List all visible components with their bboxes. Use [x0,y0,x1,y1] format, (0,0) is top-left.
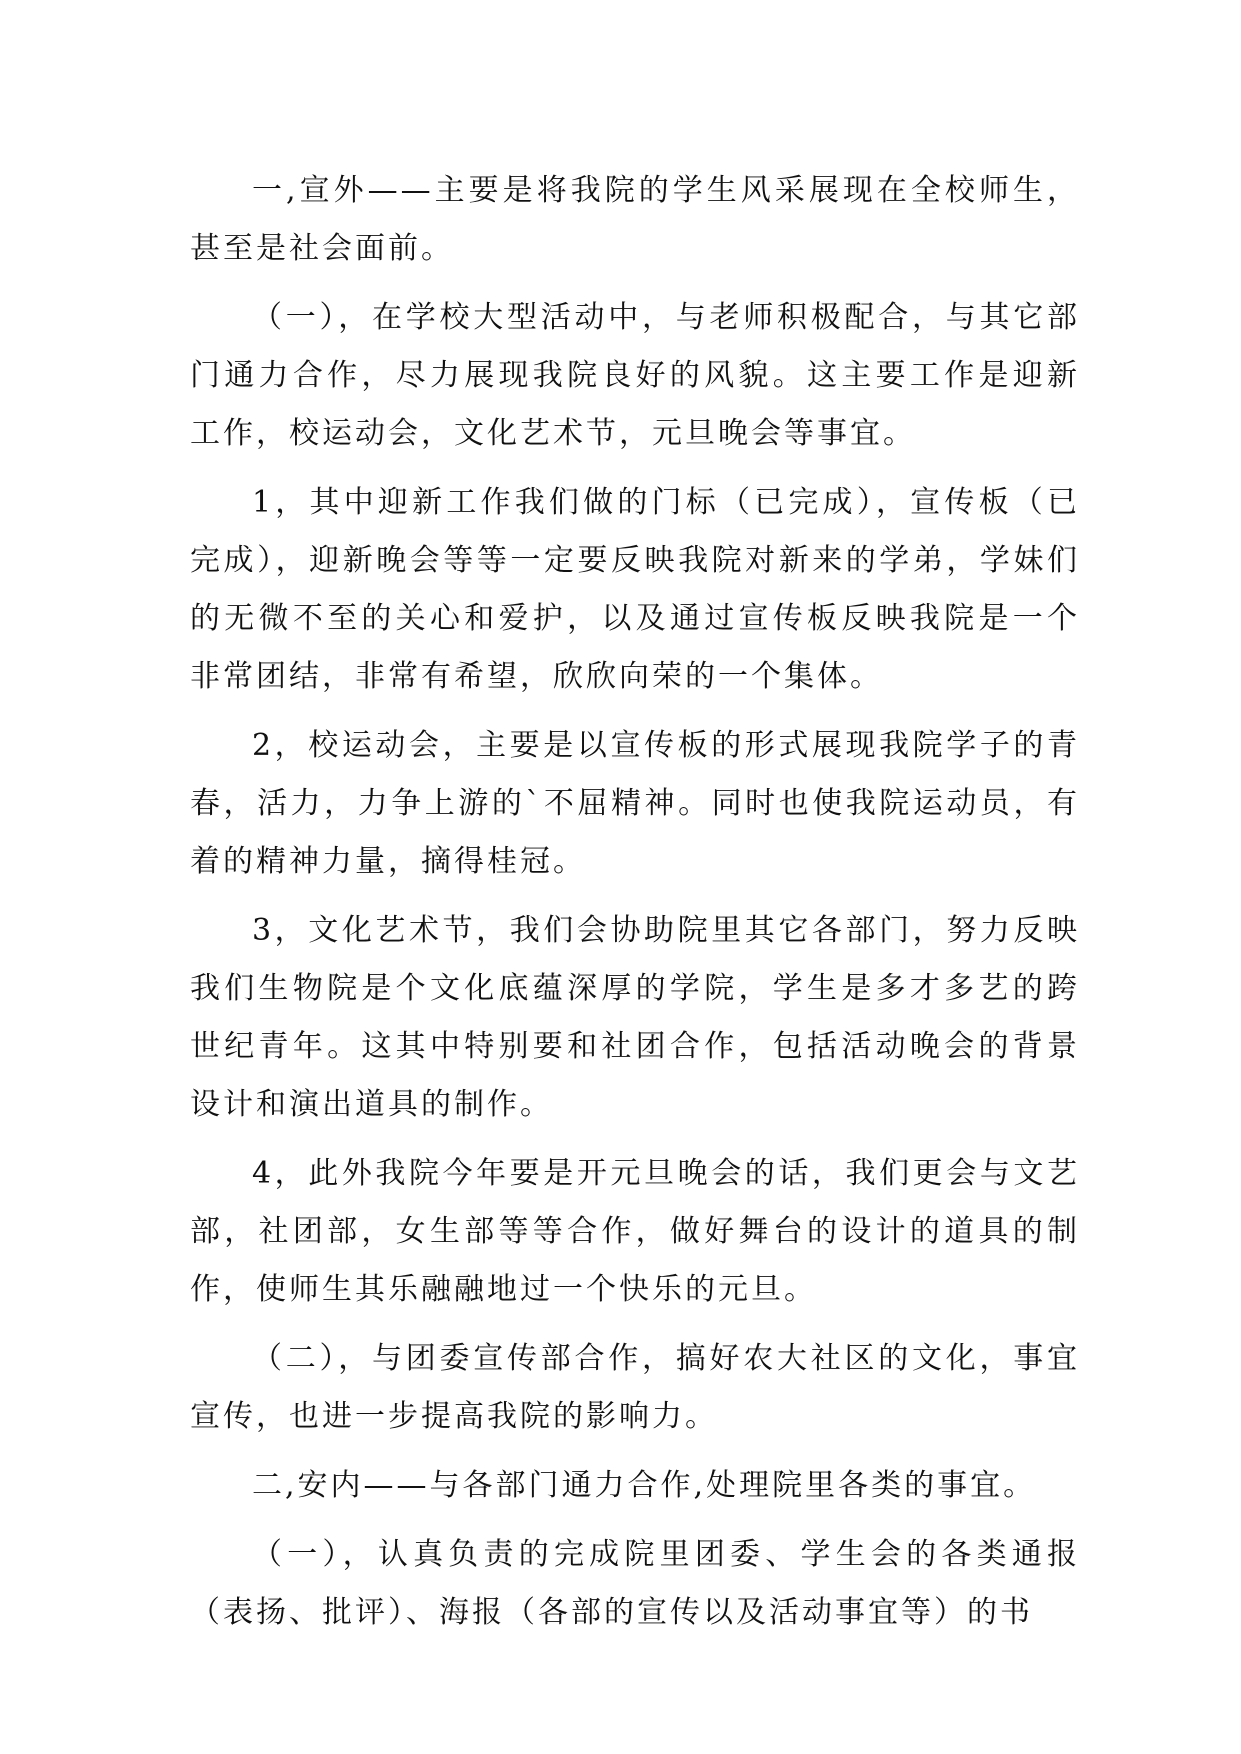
document-body [190,162,1080,1642]
paragraph-9: （一），认真负责的完成院里团委、学生会的各类通报（表扬、批评）、海报（各部的宣传以及活动事宜等）的书 [190,1537,1080,1630]
paragraph-1: 一,宣外——主要是将我院的学生风采展现在全校师生，甚至是社会面前。 [190,173,1080,266]
paragraph-7: （二），与团委宣传部合作，搞好农大社区的文化，事宜宣传，也进一步提高我院的影响力。 [190,1341,1080,1434]
paragraph-3: 1，其中迎新工作我们做的门标（已完成），宣传板（已完成），迎新晚会等等一定要反映我院对新来的学弟，学妹们的无微不至的关心和爱护，以及通过宣传板反映我院是一个非常团结，非常有希望，欣欣向荣的一个集体。 [190,485,1080,694]
paragraph-2: （一），在学校大型活动中，与老师积极配合，与其它部门通力合作，尽力展现我院良好的风貌。这主要工作是迎新工作，校运动会，文化艺术节，元旦晚会等事宜。 [190,300,1080,451]
paragraph-8: 二,安内——与各部门通力合作,处理院里各类的事宜。 [252,1468,1037,1503]
paragraph-4: 2，校运动会，主要是以宣传板的形式展现我院学子的青春，活力，力争上游的`不屈精神。同时也使我院运动员，有着的精神力量，摘得桂冠。 [190,728,1080,879]
paragraph-5: 3，文化艺术节，我们会协助院里其它各部门，努力反映我们生物院是个文化底蕴深厚的学院，学生是多才多艺的跨世纪青年。这其中特别要和社团合作，包括活动晚会的背景设计和演出道具的制作。 [190,913,1080,1122]
paragraph-6: 4，此外我院今年要是开元旦晚会的话，我们更会与文艺部，社团部，女生部等等合作，做好舞台的设计的道具的制作，使师生其乐融融地过一个快乐的元旦。 [190,1156,1080,1307]
